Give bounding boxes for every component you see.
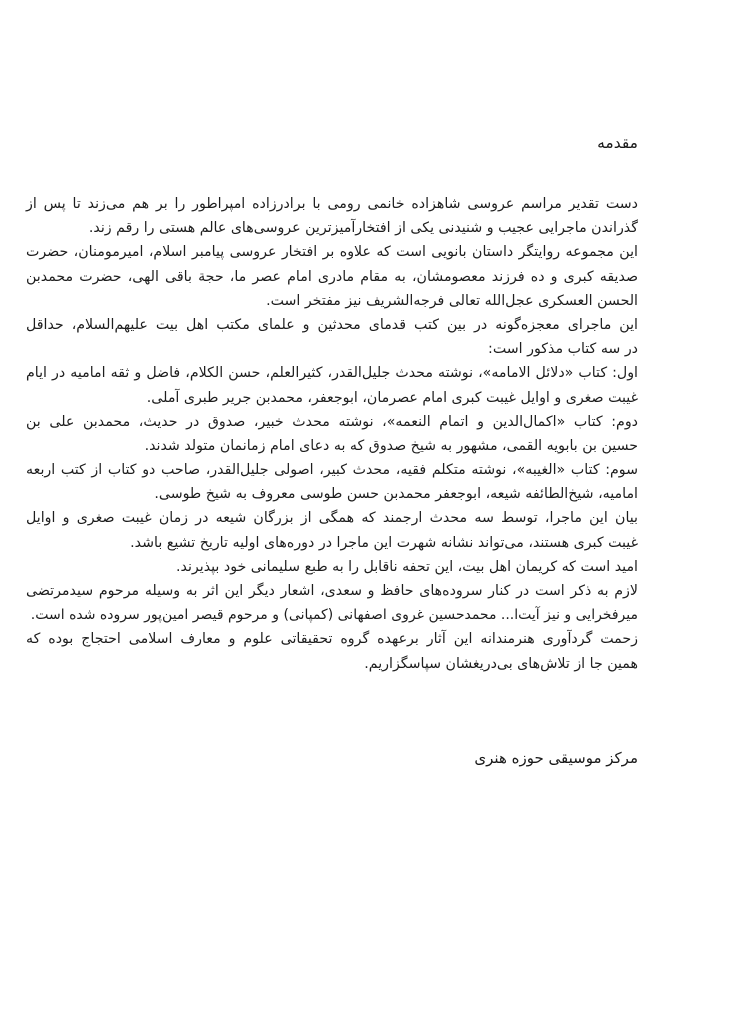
text-line: گذراندن ماجرایی عجیب و شنیدنی یکی از افتخارآمیزترین عروسی‌های عالم هستی را رقم زند. xyxy=(88,220,638,237)
paragraph xyxy=(26,240,638,313)
paragraph xyxy=(26,506,638,554)
paragraph xyxy=(26,313,638,361)
text-line: امامیه، شیخ‌الطائفه شیعه، ابوجعفر محمدبن حسن طوسی معروف به شیخ طوسی. xyxy=(154,486,638,503)
text-line: میرفخرایی و نیز آیت‌ا... محمدحسین غروی اصفهانی (کمپانی) و مرحوم قیصر امین‌پور سروده شده است. xyxy=(30,607,638,624)
text-line: امید است که کریمان اهل بیت، این تحفه ناقابل را به طبع سلیمانی خود بپذیرند. xyxy=(176,558,638,575)
signature: مرکز موسیقی حوزه هنری xyxy=(474,749,638,767)
paragraph xyxy=(26,627,638,675)
text-line: صدیقه کبری و ده فرزند معصومشان، به مقام مادری امام عصر ما، حجة باقی الهی، حضرت محمدبن xyxy=(26,268,638,285)
page-title: مقدمه xyxy=(597,134,638,152)
paragraph xyxy=(26,361,638,409)
text-line: غیبت کبری هستند، می‌تواند نشانه شهرت این ماجرا در دوره‌های اولیه تاریخ تشیع باشد. xyxy=(130,534,638,551)
text-line: بیان این ماجرا، توسط سه محدث ارجمند که همگی از بزرگان شیعه در زمان غیبت صغری و اوایل xyxy=(26,510,638,527)
text-line: غیبت صغری و اوایل غیبت کبری امام عصرمان، ابوجعفر، محمدبن جریر طبری آملی. xyxy=(146,389,638,406)
text-line: همین جا از تلاش‌های بی‌دریغشان سپاسگزاریم. xyxy=(364,655,638,672)
paragraph xyxy=(26,555,638,579)
text-line: در سه کتاب مذکور است: xyxy=(488,341,638,358)
text-line: حسین بن بابویه القمی، مشهور به شیخ صدوق که به دعای امام زمانمان متولد شدند. xyxy=(144,437,638,454)
text-line: الحسن العسکری عجل‌الله تعالی فرجه‌الشریف نیز مفتخر است. xyxy=(266,292,638,309)
paragraph xyxy=(26,458,638,506)
body-text xyxy=(26,192,638,676)
text-line: این مجموعه روایتگر داستان بانویی است که علاوه بر افتخار عروسی پیامبر اسلام، امیرمومنان، حضرت xyxy=(26,244,638,261)
paragraph xyxy=(26,192,638,240)
paragraph xyxy=(26,579,638,627)
text-line: لازم به ذکر است در کنار سروده‌های حافظ و سعدی، اشعار دیگر این اثر به وسیله مرحوم سیدمرتضی xyxy=(26,583,638,599)
text-line: این ماجرای معجزه‌گونه در بین کتب قدمای محدثین و علمای مکتب اهل بیت علیهم‌السلام، حداقل xyxy=(26,316,638,333)
text-line: زحمت گردآوری هنرمندانه این آثار برعهده گروه تحقیقاتی علوم و معارف اسلامی احتجاج بوده که xyxy=(26,631,638,648)
text-line: سوم: کتاب «الغیبه»، نوشته متکلم فقیه، محدث کبیر، اصولی جلیل‌القدر، صاحب دو کتاب از کتب اربعه xyxy=(26,462,638,479)
text-line: دوم: کتاب «اکمال‌الدین و اتمام النعمه»، نوشته محدث خبیر، صدوق در حدیث، محمدبن علی بن xyxy=(26,413,638,430)
text-line: دست تقدیر مراسم عروسی شاهزاده خانمی رومی با برادرزاده امپراطور را بر هم می‌زند تا پس از xyxy=(26,196,638,212)
text-line: اول: کتاب «دلائل الامامه»، نوشته محدث جلیل‌القدر، کثیرالعلم، حسن الکلام، فاضل و ثقه امامیه در ایام xyxy=(26,365,638,382)
paragraph xyxy=(26,410,638,458)
